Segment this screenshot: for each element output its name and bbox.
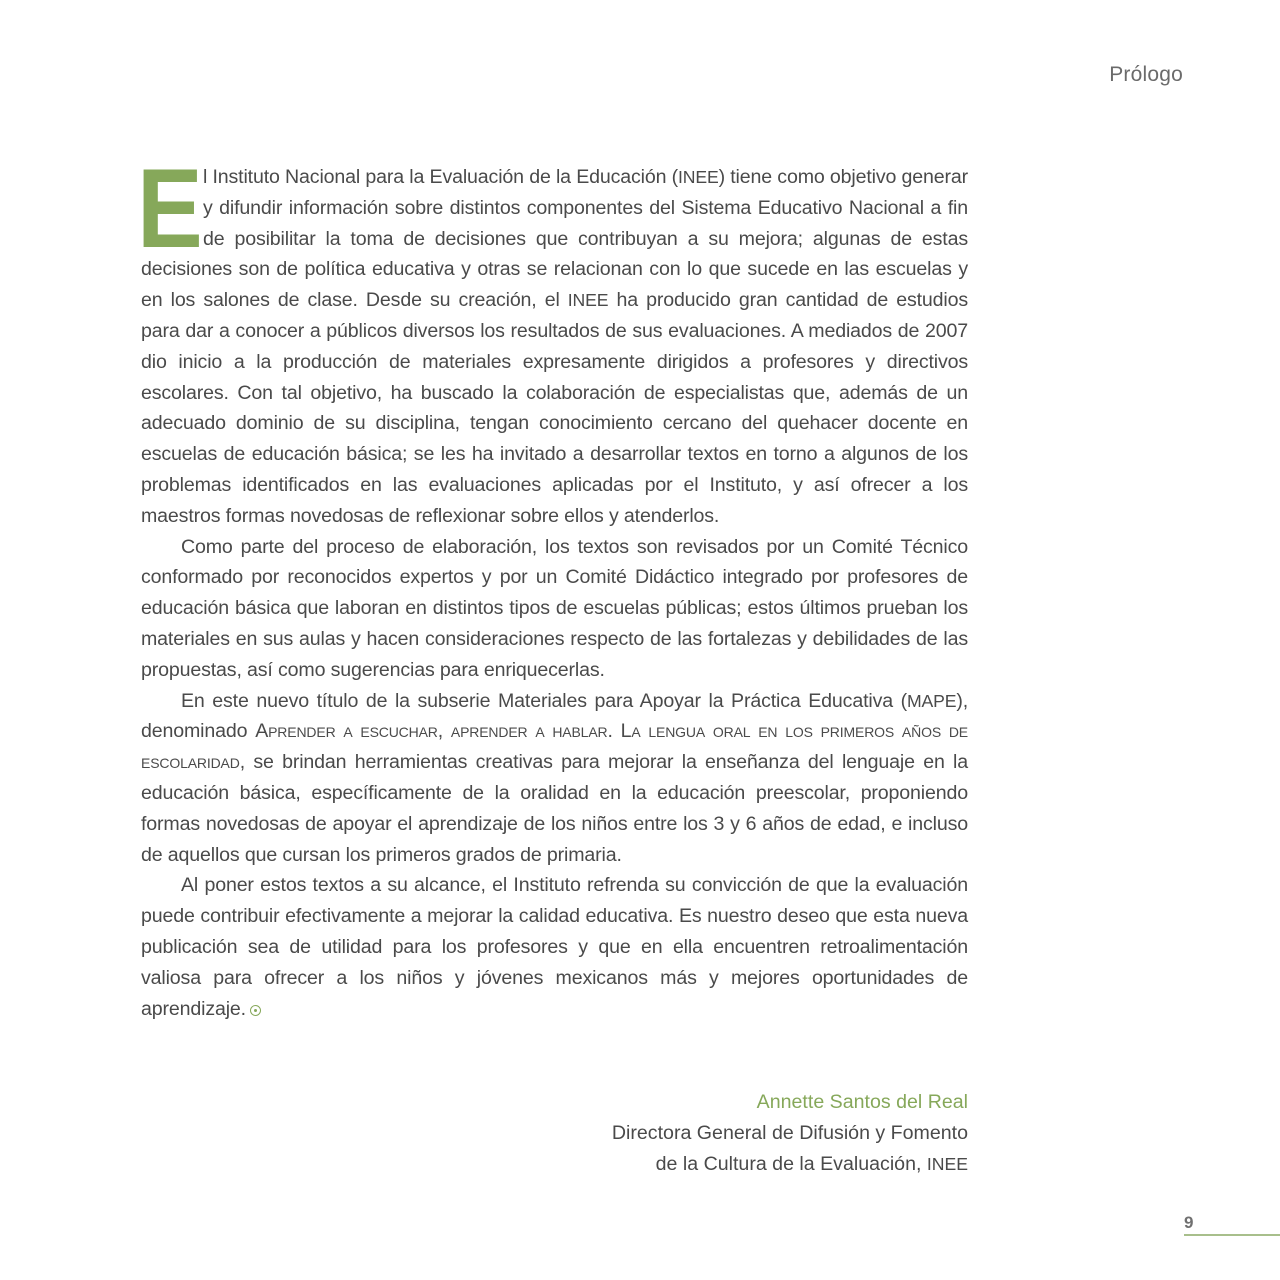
footer-rule: [1184, 1234, 1280, 1236]
abbr-mape: MAPE: [906, 690, 957, 711]
book-title: Aprender a escuchar, aprender a hablar. La lengua oral en los primeros años de escolaridad: [141, 720, 968, 774]
signature-title-line-2: de la Cultura de la Evaluación, INEE: [655, 1153, 968, 1175]
abbr-inee: INEE: [926, 1154, 968, 1174]
paragraph-4: Al poner estos textos a su alcance, el Instituto refrenda su convicción de que la evaluación puede contribuir efectivamente a mejorar la calidad educativa. Es nuestro deseo que esta nueva publicación sea de utilidad para los profesores y que en ella encuentren retroalimentación valiosa para ofrecer a los niños y jóvenes mexicanos más y mejores oportunidades de aprendizaje.: [141, 874, 968, 1020]
page-number: 9: [1184, 1213, 1194, 1232]
signature-block: [612, 1087, 968, 1180]
paragraph-1: El Instituto Nacional para la Evaluación de la Educación (INEE) tiene como objetivo generar y difundir información sobre distintos componentes del Sistema Educativo Nacional a fin de posibilitar la toma de decisiones que contribuyan a su mejora; algunas de estas decisiones son de política educativa y otras se relacionan con lo que sucede en las escuelas y en los salones de clase. Desde su creación, el INEE ha producido gran cantidad de estudios para dar a conocer a públicos diversos los resultados de sus evaluaciones. A mediados de 2007 dio inicio a la producción de materiales expresamente dirigidos a profesores y directivos escolares. Con tal objetivo, ha buscado la colaboración de especialistas que, además de un adecuado dominio de su disciplina, tengan conocimiento cercano del quehacer docente en escuelas de educación básica; se les ha invitado a desarrollar textos en torno a algunos de los problemas identificados en las evaluaciones aplicadas por el Instituto, y así ofrecer a los maestros formas novedosas de reflexionar sobre ellos y atenderlos.: [137, 146, 969, 527]
running-head: Prólogo: [1109, 63, 1183, 86]
abbr-inee: INEE: [567, 290, 609, 311]
paragraph-2: Como parte del proceso de elaboración, los textos son revisados por un Comité Técnico conformado por reconocidos expertos y por un Comité Didáctico integrado por profesores de educación básica que laboran en distintos tipos de escuelas públicas; estos últimos prueban los materiales en sus aulas y hacen consideraciones respecto de las fortalezas y debilidades de las propuestas, así como sugerencias para enriquecerlas.: [141, 535, 968, 681]
signature-title-line-1: Directora General de Difusión y Fomento: [611, 1122, 968, 1144]
end-of-text-circle-icon: [250, 1005, 261, 1016]
paragraph-3: En este nuevo título de la subserie Materiales para Apoyar la Práctica Educativa (MAPE), denominado Aprender a escuchar, aprender a hablar. La lengua oral en los primeros años de escolaridad, se brindan herramientas creativas para mejorar la enseñanza del lenguaje en la educación básica, específicamente de la oralidad en la educación preescolar, proponiendo formas novedosas de apoyar el aprendizaje de los niños entre los 3 y 6 años de edad, e incluso de aquellos que cursan los primeros grados de primaria.: [141, 689, 968, 866]
abbr-inee: INEE: [678, 167, 719, 187]
prologue-body: [137, 146, 969, 1024]
signature-name: Annette Santos del Real: [756, 1091, 968, 1113]
drop-cap: E: [137, 146, 203, 271]
